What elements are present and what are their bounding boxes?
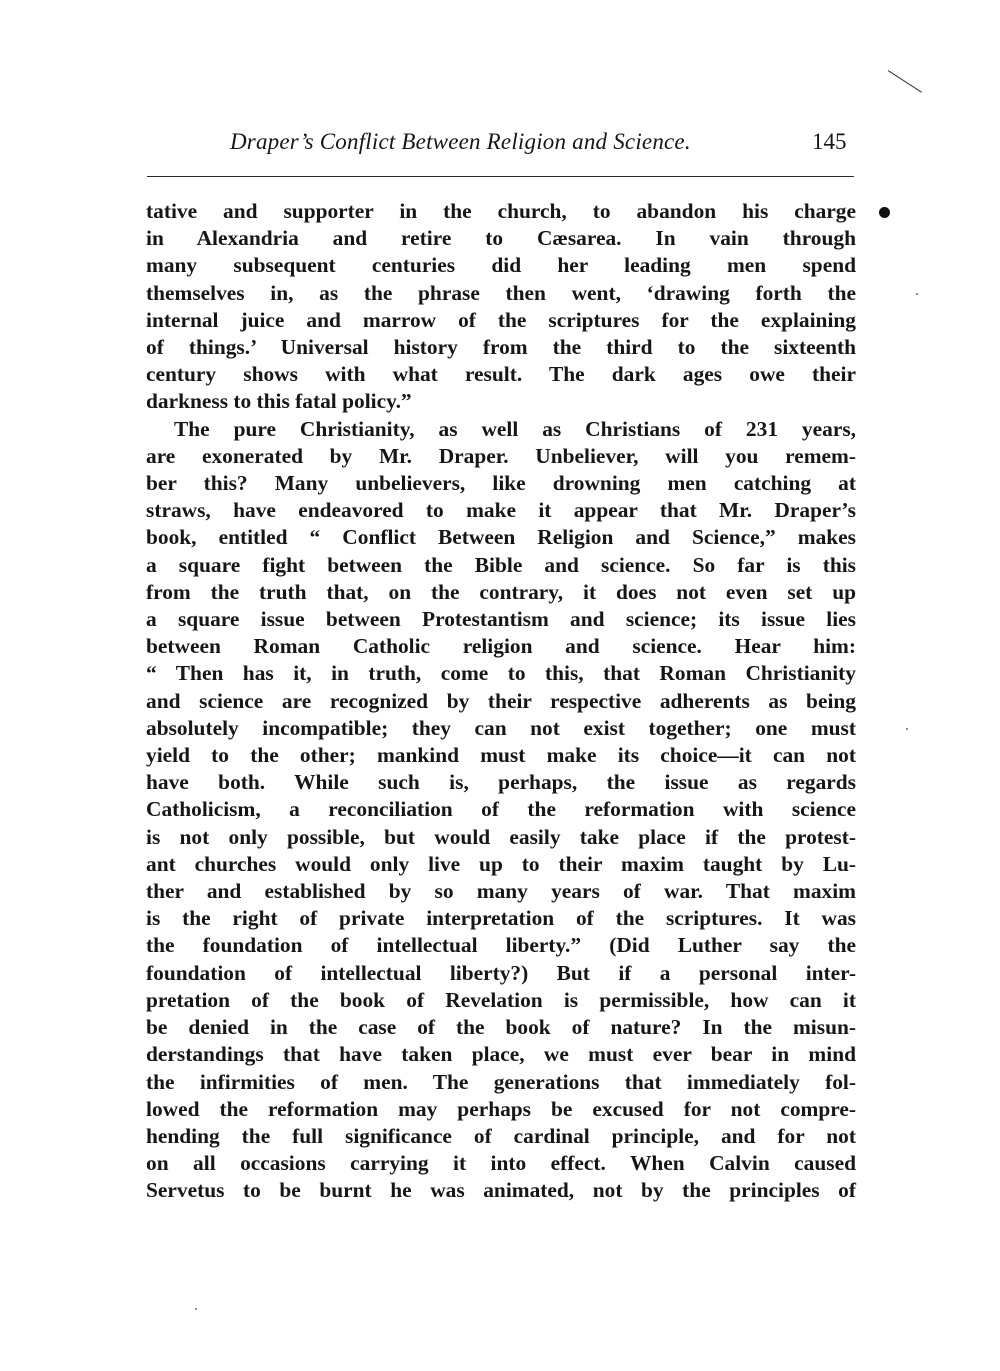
text-line: on all occasions carrying it into effect. When Calvin caused — [146, 1151, 856, 1176]
text-line: and science are recognized by their respective adherents as being — [146, 688, 856, 713]
text-line: from the truth that, on the contrary, it does not even set up — [146, 579, 856, 604]
text-line: have both. While such is, perhaps, the issue as regards — [146, 770, 856, 795]
text-line: book, entitled “ Conflict Between Religion and Science,” makes — [146, 525, 856, 550]
text-line: The pure Christianity, as well as Christians of 231 years, — [174, 416, 856, 441]
text-line: ber this? Many unbelievers, like drowning men catching at — [146, 471, 856, 496]
text-line: foundation of intellectual liberty?) But if a personal inter- — [146, 960, 856, 985]
body-text — [146, 198, 856, 1205]
header-rule — [147, 176, 854, 177]
text-line: ther and established by so many years of war. That maxim — [146, 879, 856, 904]
page-number: 145 — [812, 129, 847, 154]
text-line: in Alexandria and retire to Cæsarea. In vain through — [146, 226, 856, 251]
text-line: between Roman Catholic religion and science. Hear him: — [146, 634, 856, 659]
text-line: a square issue between Protestantism and science; its issue lies — [146, 607, 856, 632]
text-line: a square fight between the Bible and science. So far is this — [146, 552, 856, 577]
text-line: yield to the other; mankind must make its choice—it can not — [146, 743, 856, 768]
pen-mark — [888, 70, 922, 93]
margin-dot-icon — [879, 207, 890, 218]
text-line: tative and supporter in the church, to abandon his charge — [146, 199, 856, 223]
text-line: many subsequent centuries did her leading men spend — [146, 253, 856, 278]
text-line: is not only possible, but would easily take place if the protest- — [146, 824, 856, 849]
text-line: century shows with what result. The dark ages owe their — [146, 362, 856, 387]
text-line: darkness to this fatal policy.” — [146, 389, 412, 414]
text-line: be denied in the case of the book of nature? In the misun- — [146, 1015, 856, 1040]
text-line: hending the full significance of cardinal principle, and for not — [146, 1123, 856, 1148]
text-line: is the right of private interpretation of the scriptures. It was — [146, 906, 856, 931]
text-line: straws, have endeavored to make it appear that Mr. Draper’s — [146, 498, 856, 523]
text-line: derstandings that have taken place, we must ever bear in mind — [146, 1042, 856, 1067]
text-line: ant churches would only live up to their maxim taught by Lu- — [146, 851, 856, 876]
text-line: pretation of the book of Revelation is permissible, how can it — [146, 987, 856, 1012]
speck — [906, 728, 908, 730]
text-line: are exonerated by Mr. Draper. Unbeliever, will you remem- — [146, 443, 856, 468]
running-title: Draper’s Conflict Between Religion and Science. — [230, 129, 691, 154]
text-line: “ Then has it, in truth, come to this, that Roman Christianity — [146, 661, 856, 686]
text-line: the foundation of intellectual liberty.” (Did Luther say the — [146, 933, 856, 958]
text-line: Catholicism, a reconciliation of the reformation with science — [146, 797, 856, 822]
text-line: Servetus to be burnt he was animated, not by the principles of — [146, 1178, 856, 1203]
text-line: absolutely incompatible; they can not exist together; one must — [146, 715, 856, 740]
text-line: themselves in, as the phrase then went, ‘drawing forth the — [146, 280, 856, 305]
speck — [195, 1308, 197, 1310]
speck — [916, 293, 918, 295]
text-line: lowed the reformation may perhaps be excused for not compre- — [146, 1096, 856, 1121]
text-line: of things.’ Universal history from the third to the sixteenth — [146, 335, 856, 360]
text-line: the infirmities of men. The generations that immediately fol- — [146, 1069, 856, 1094]
text-line: internal juice and marrow of the scriptures for the explaining — [146, 307, 856, 332]
